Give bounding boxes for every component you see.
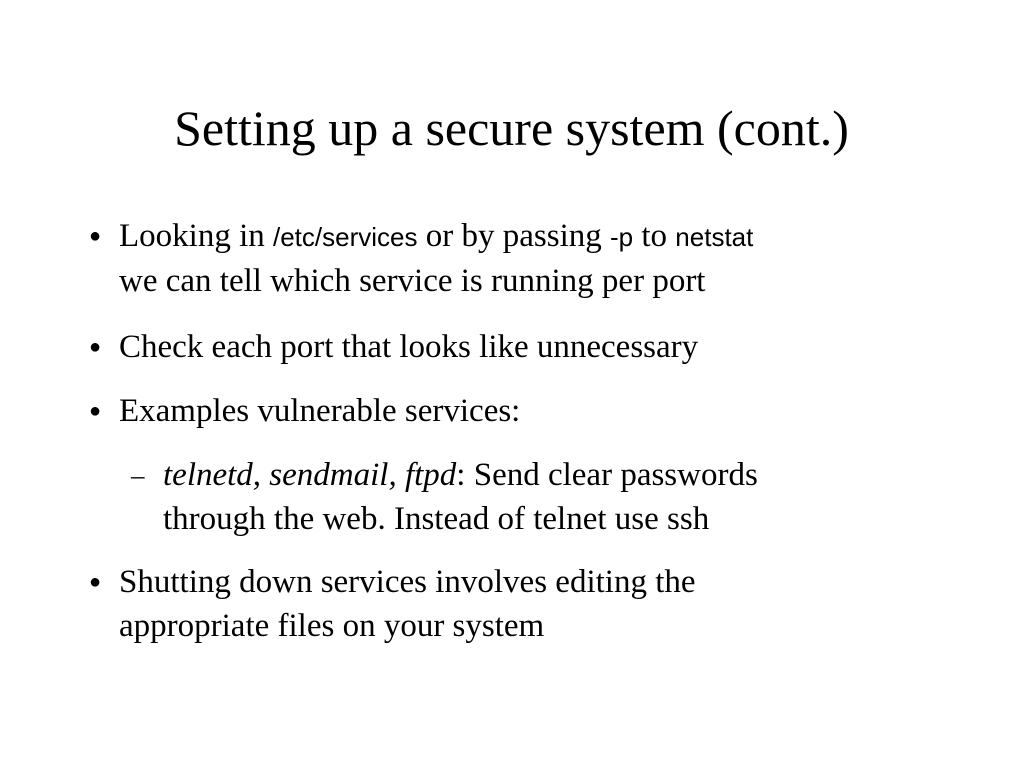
bullet-marker: ● xyxy=(88,400,102,422)
dash-marker: – xyxy=(131,460,145,490)
code-etc-services: /etc/services xyxy=(273,222,418,252)
sub-bullet-item-1 xyxy=(131,453,923,541)
bullet-item-4 xyxy=(88,560,919,648)
bullet-4-line-2: appropriate files on your system xyxy=(119,608,545,644)
sub-bullet-line-2: through the web. Instead of telnet use ssh xyxy=(163,501,710,537)
slide-title: Setting up a secure system (cont.) xyxy=(174,100,849,156)
bullet-1-text-b: or by passing xyxy=(417,218,610,254)
bullet-item-3 xyxy=(88,389,919,433)
bullet-3-text: Examples vulnerable services: xyxy=(119,393,521,429)
sub-bullet-services: telnetd, sendmail, ftpd xyxy=(163,457,457,493)
bullet-2-text: Check each port that looks like unnecessary xyxy=(119,329,699,365)
sub-bullet-line-1 xyxy=(163,453,923,497)
sub-bullet-text-a: : Send clear passwords xyxy=(456,457,758,493)
bullet-item-1 xyxy=(88,214,919,303)
bullet-item-2 xyxy=(88,325,919,369)
bullet-marker: ● xyxy=(88,336,102,358)
bullet-1-line-1 xyxy=(119,214,919,259)
bullet-1-text-a: Looking in xyxy=(119,218,273,254)
bullet-1-line-2: we can tell which service is running per port xyxy=(119,263,706,299)
bullet-4-line-1: Shutting down services involves editing the xyxy=(119,564,696,600)
bullet-1-text-c: to xyxy=(633,218,676,254)
code-netstat: netstat xyxy=(675,222,754,252)
code-flag-p: -p xyxy=(610,222,634,252)
bullet-marker: ● xyxy=(88,571,102,593)
bullet-marker: ● xyxy=(88,225,102,247)
